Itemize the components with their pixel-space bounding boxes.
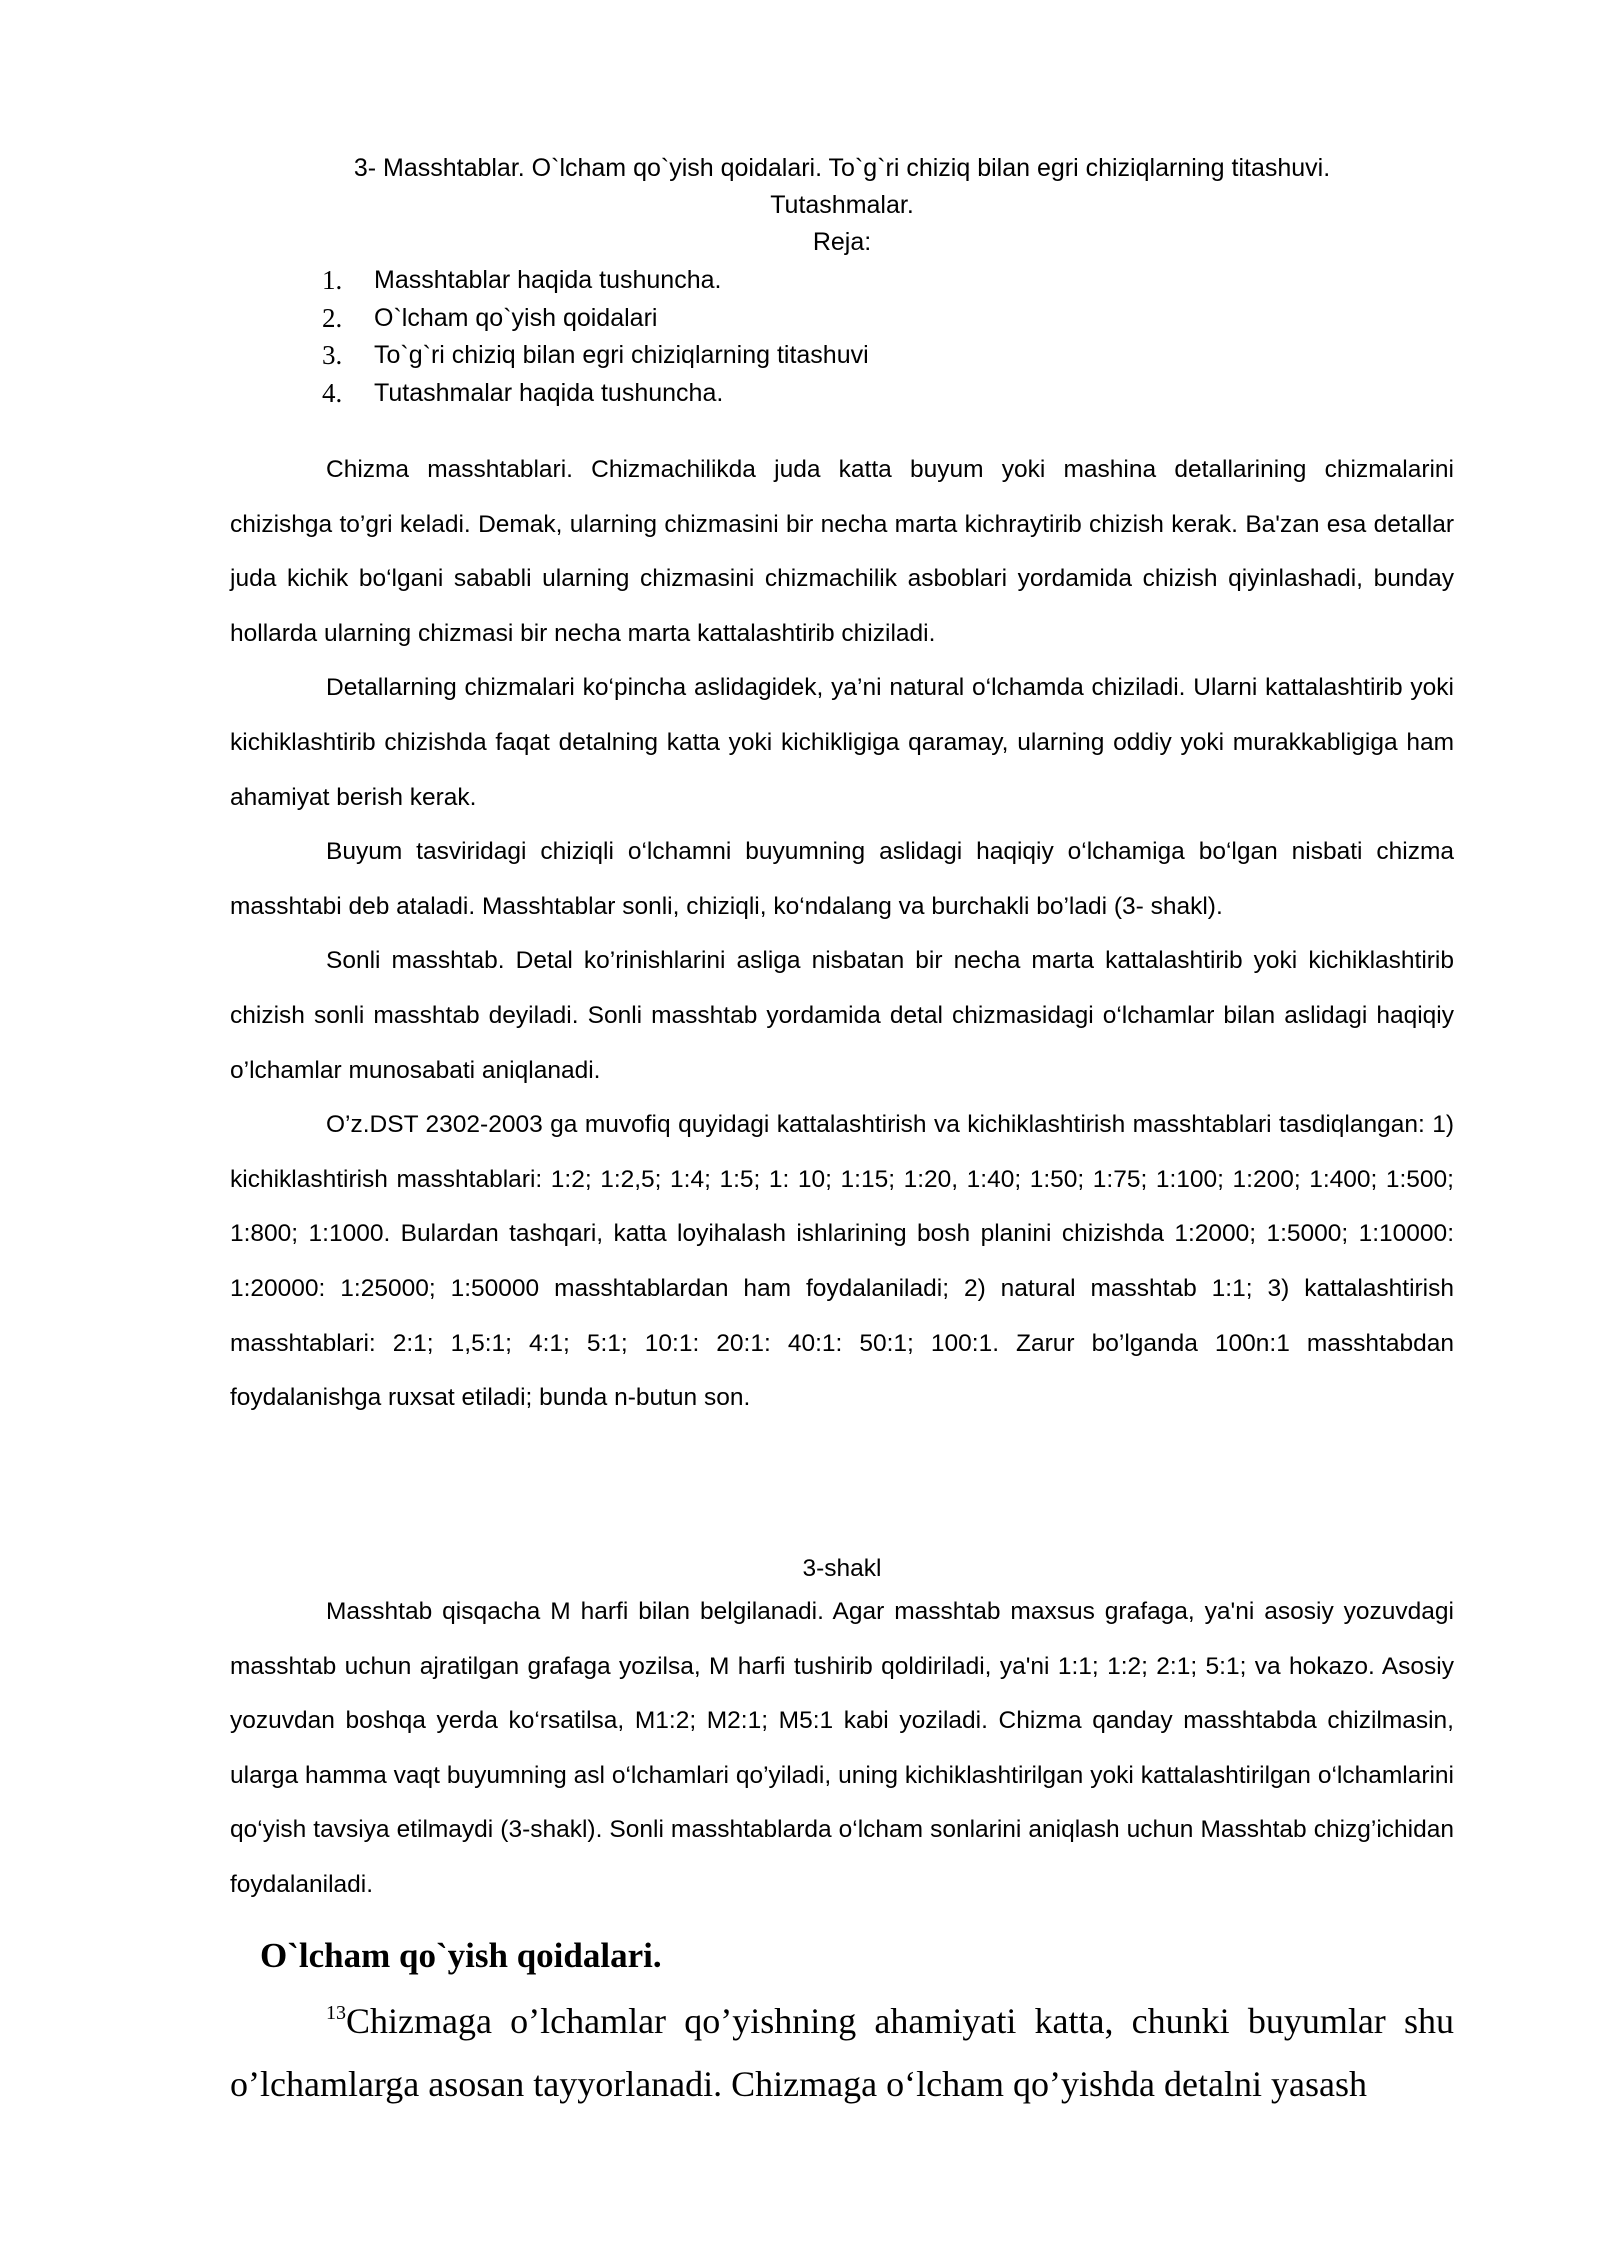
paragraph-numeric-scale: Sonli masshtab. Detal ko’rinishlarini asliga nisbatan bir necha marta kattalashtirib yoki kichiklashtirib chizish sonli masshtab deyiladi. Sonli masshtab yordamida detal chizmasidagi o‘lchamlar bilan aslidagi haqiqiy o’lchamlar munosabati aniqlanadi. xyxy=(230,947,1454,1084)
section-heading: O`lcham qo`yish qoidalari. xyxy=(260,1936,662,1975)
plan-item xyxy=(322,337,869,375)
body-text-top xyxy=(230,443,1454,1426)
plan-label: Reja: xyxy=(812,228,872,256)
title-block xyxy=(230,150,1454,261)
plan-item-number: 4. xyxy=(322,377,343,408)
paragraph-scale-definition: Buyum tasviridagi chiziqli o‘lchamni buyumning aslidagi haqiqiy o‘lchamiga bo‘lgan nisbati chizma masshtabi deb ataladi. Masshtablar sonli, chiziqli, ko‘ndalang va burchakli bo’ladi (3- shakl). xyxy=(230,838,1454,920)
paragraph-dimensioning-text: Chizmaga o’lchamlar qo’yishning ahamiyati katta, chunki buyumlar shu o’lchamlarga asosan tayyorlanadi. Chizmaga o‘lcham qo’yishda detalni yasash xyxy=(230,2001,1454,2104)
plan-item xyxy=(322,300,869,338)
plan-item-text: O`lcham qo`yish qoidalari xyxy=(374,303,658,332)
document-title: 3- Masshtablar. O`lcham qo`yish qoidalari. To`g`ri chiziq bilan egri chiziqlarning titashuvi. xyxy=(353,154,1331,182)
document-subtitle: Tutashmalar. xyxy=(770,191,914,219)
plan-item-text: Tutashmalar haqida tushuncha. xyxy=(374,378,724,407)
paragraph-natural-size: Detallarning chizmalari ko‘pincha aslidagidek, ya’ni natural o‘lchamda chiziladi. Ularni kattalashtirib yoki kichiklashtirib chizishda faqat detalning katta yoki kichikligiga qaramay, ularning oddiy yoki murakkabligiga ham ahamiyat berish kerak. xyxy=(230,674,1454,811)
plan-item-number: 1. xyxy=(322,265,343,295)
plan-item-text: To`g`ri chiziq bilan egri chiziqlarning titashuvi xyxy=(374,341,869,369)
paragraph-scales-intro: Chizma masshtablari. Chizmachilikda juda katta buyum yoki mashina detallarining chizmalarini chizishga to’gri keladi. Demak, ularning chizmasini bir necha marta kichraytirib chizish kerak. Ba'zan esa detallar juda kichik bo‘lgani sababli ularning chizmasini chizmachilik asboblari yordamida chizish qiyinlashadi, bunday hollarda ularning chizmasi bir necha marta kattalashtirib chiziladi. xyxy=(230,456,1454,647)
plan-item-number: 2. xyxy=(322,302,343,333)
paragraph-standard-scales: O’z.DST 2302-2003 ga muvofiq quyidagi kattalashtirish va kichiklashtirish masshtablari tasdiqlangan: 1) kichiklashtirish masshtablari: 1:2; 1:2,5; 1:4; 1:5; 1: 10; 1:15; 1:20, 1:40; 1:50; 1:75; 1:100; 1:200; 1:400; 1:500; 1:800; 1:1000. Bulardan tashqari, katta loyihalash ishlarining bosh planini chizishda 1:2000; 1:5000; 1:10000: 1:20000: 1:25000; 1:50000 masshtablardan ham foydalaniladi; 2) natural masshtab 1:1; 3) kattalashtirish masshtablari: 2:1; 1,5:1; 4:1; 5:1; 10:1: 20:1: 40:1: 50:1; 100:1. Zarur bo’lganda 100n:1 masshtabdan foydalanishga ruxsat etiladi; bunda n-butun son. xyxy=(230,1111,1454,1412)
plan-item-number: 3. xyxy=(322,340,343,370)
figure-caption: 3-shakl xyxy=(802,1555,882,1582)
footnote-mark: 13 xyxy=(326,2002,346,2024)
plan-item-text: Masshtablar haqida tushuncha. xyxy=(374,266,722,294)
paragraph-dimensioning xyxy=(230,1990,1454,2116)
plan-list xyxy=(322,262,869,412)
plan-item xyxy=(322,375,869,413)
body-text-after-figure xyxy=(230,1585,1454,1913)
serif-body-text xyxy=(230,1990,1454,2116)
plan-item xyxy=(322,262,869,300)
paragraph-scale-notation: Masshtab qisqacha M harfi bilan belgilanadi. Agar masshtab maxsus grafaga, ya'ni asosiy yozuvdagi masshtab uchun ajratilgan grafaga yozilsa, M harfi tushirib qoldiriladi, ya'ni 1:1; 1:2; 2:1; 5:1; va hokazo. Asosiy yozuvdan boshqa yerda ko‘rsatilsa, M1:2; M2:1; M5:1 kabi yoziladi. Chizma qanday masshtabda chizilmasin, ularga hamma vaqt buyumning asl o‘lchamlari qo’yiladi, uning kichiklashtirilgan yoki kattalashtirilgan o‘lchamlarini qo‘yish tavsiya etilmaydi (3-shakl). Sonli masshtablarda o‘lcham sonlarini aniqlash uchun Masshtab chizg’ichidan foydalaniladi. xyxy=(230,1598,1454,1898)
